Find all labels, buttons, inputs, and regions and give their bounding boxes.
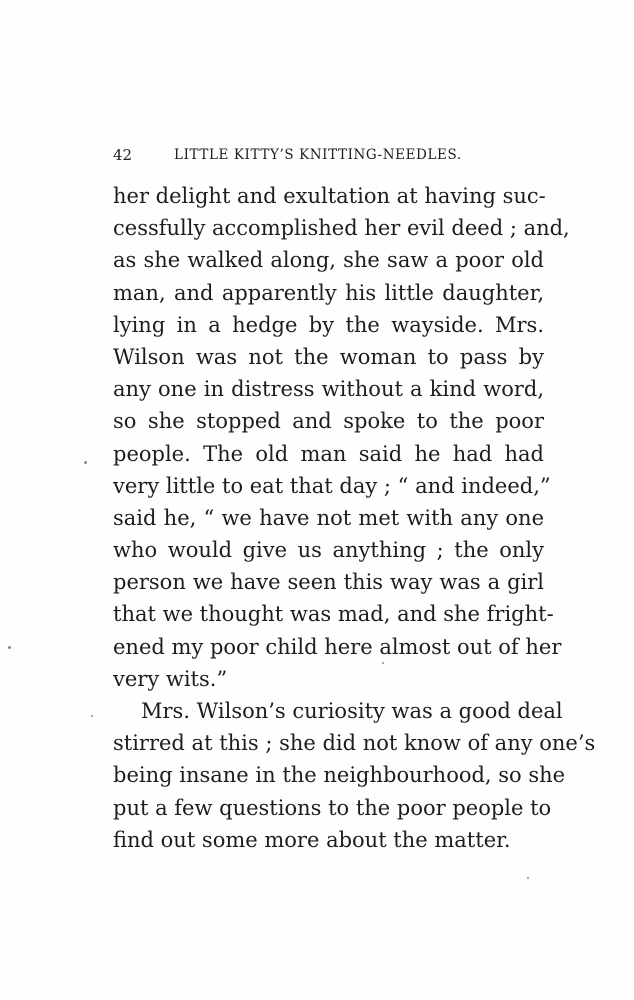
text-line: so she stopped and spoke to the poor (113, 409, 544, 434)
text-line: said he, “ we have not met with any one (113, 505, 544, 530)
text-line: Wilson was not the woman to pass by (113, 344, 544, 369)
body-text (113, 180, 596, 856)
text-line: stirred at this ; she did not know of any one’s (113, 731, 596, 756)
text-line: Mrs. Wilson’s curiosity was a good deal (141, 699, 563, 723)
text-line: ened my poor child here almost out of her (113, 634, 562, 659)
paper-speck (382, 662, 384, 664)
text-line: man, and apparently his little daughter, (113, 280, 544, 305)
text-line: find out some more about the matter. (113, 827, 511, 852)
text-line: that we thought was mad, and she fright- (113, 602, 554, 627)
running-title: LITTLE KITTY’S KNITTING-NEEDLES. (174, 147, 462, 163)
page-header (113, 143, 491, 167)
paper-speck (8, 646, 11, 649)
paper-speck (84, 461, 87, 464)
text-line: who would give us anything ; the only (113, 538, 544, 563)
text-line: any one in distress without a kind word, (113, 377, 544, 402)
text-line: her delight and exultation at having suc- (113, 184, 546, 208)
paper-speck (91, 715, 93, 717)
text-line: lying in a hedge by the wayside. Mrs. (113, 312, 544, 337)
text-line: people. The old man said he had had (113, 441, 544, 466)
text-line: very wits.” (113, 666, 228, 691)
text-line: cessfully accomplished her evil deed ; and, (113, 216, 570, 241)
paper-speck (527, 877, 529, 879)
text-line: very little to eat that day ; “ and indeed,” (113, 473, 551, 498)
text-line: being insane in the neighbourhood, so she (113, 763, 566, 788)
text-line: put a few questions to the poor people to (113, 795, 552, 820)
text-line: as she walked along, she saw a poor old (113, 248, 544, 273)
text-line: person we have seen this way was a girl (113, 570, 544, 595)
page-number: 42 (113, 146, 133, 164)
